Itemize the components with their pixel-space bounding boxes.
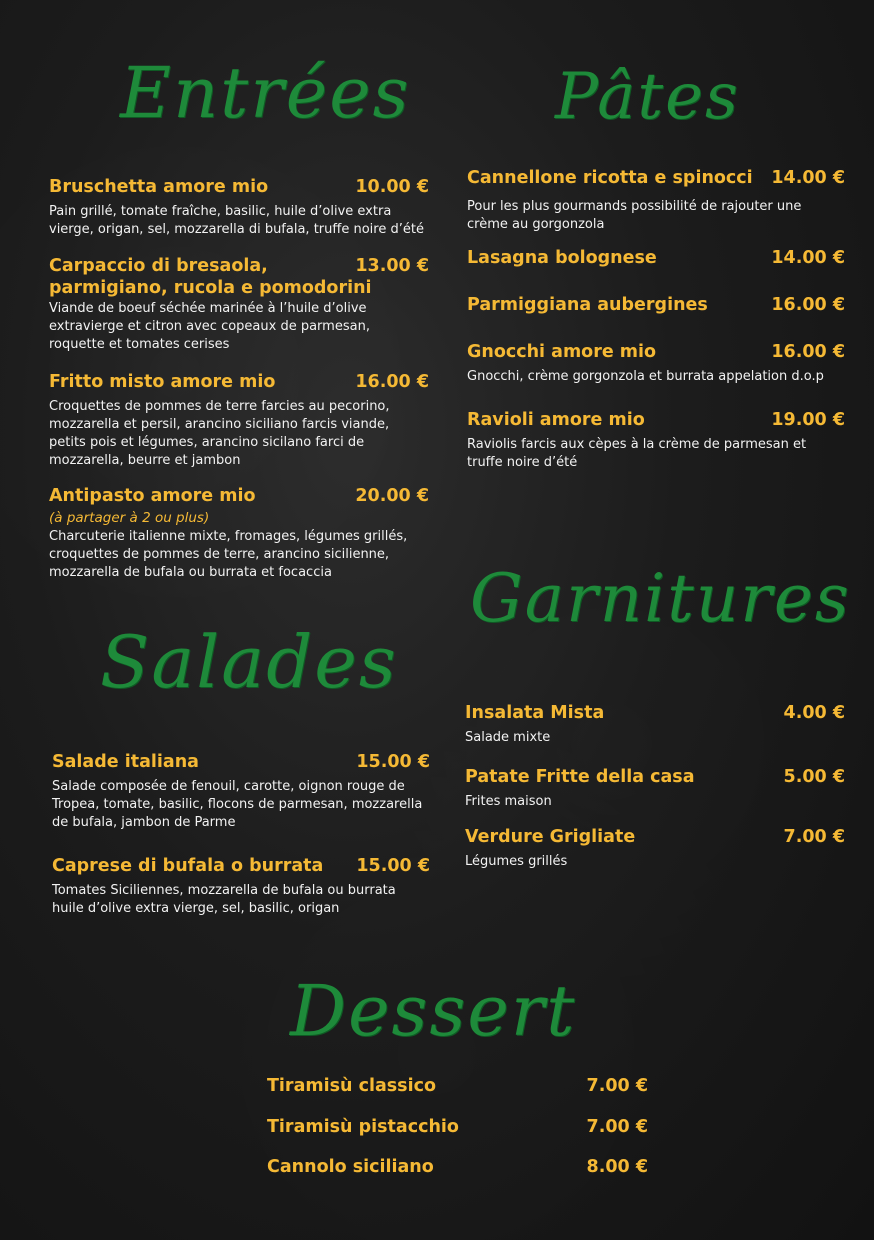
item-description: Tomates Siciliennes, mozzarella de bufala ou burrata huile d’olive extra vierge, sel, basilic, origan [52,883,396,916]
item-price: 14.00 € [771,168,845,188]
menu-item-lasagna [467,248,845,272]
item-price: 13.00 € [355,256,429,276]
item-name: Parmiggiana aubergines [467,295,708,315]
menu-item-verdure-grigliate [465,827,845,871]
item-price: 19.00 € [771,410,845,430]
menu-item-cannolo [267,1157,648,1181]
item-description: Croquettes de pommes de terre farcies au pecorino, mozzarella et persil, arancino siciliano farcis viande, petits pois et légumes, arancino sicilano farci de mozzarella, beurre et jambon [49,399,390,468]
heading-salades: Salades [100,620,398,704]
item-description: Salade mixte [465,730,551,745]
menu-item-tiramisu-pistacchio [267,1117,648,1141]
item-price: 16.00 € [771,295,845,315]
item-name: Tiramisù pistacchio [267,1117,459,1137]
item-price: 14.00 € [771,248,845,268]
item-name: Antipasto amore mio [49,486,256,506]
menu-item-carpaccio [49,256,429,354]
menu-item-parmiggiana [467,295,845,319]
menu-item-insalata-mista [465,703,845,747]
item-name: Verdure Grigliate [465,827,636,847]
item-description: Frites maison [465,794,552,809]
item-description: Raviolis farcis aux cèpes à la crème de parmesan et truffe noire d’été [467,437,807,470]
heading-dessert: Dessert [290,970,577,1052]
item-price: 5.00 € [783,767,845,787]
heading-garnitures: Garnitures [470,560,851,637]
item-name: Gnocchi amore mio [467,342,657,362]
menu-item-tiramisu-classico [267,1076,648,1100]
menu-item-caprese [52,856,430,918]
item-price: 20.00 € [355,486,429,506]
heading-entrees: Entrées [120,52,411,134]
item-name: Cannolo siciliano [267,1157,434,1177]
item-price: 7.00 € [783,827,845,847]
item-price: 7.00 € [586,1076,648,1096]
item-name: Carpaccio di bresaola, [49,256,268,276]
menu-item-antipasto [49,486,429,582]
item-name: Cannellone ricotta e spinocci [467,168,753,188]
menu-item-patate-fritte [465,767,845,811]
item-name: Ravioli amore mio [467,410,645,430]
menu-item-ravioli [467,410,845,472]
item-price: 8.00 € [586,1157,648,1177]
item-name: Bruschetta amore mio [49,177,269,197]
item-description: Salade composée de fenouil, carotte, oignon rouge de Tropea, tomate, basilic, flocons de parmesan, mozzarella de bufala, jambon de Parme [52,779,423,830]
heading-pates: Pâtes [555,60,740,134]
item-price: 4.00 € [783,703,845,723]
menu-item-gnocchi [467,342,845,386]
item-name: Salade italiana [52,752,199,772]
item-description: Légumes grillés [465,854,568,869]
item-description: Gnocchi, crème gorgonzola et burrata appelation d.o.p [467,369,824,384]
item-price: 10.00 € [355,177,429,197]
item-name: Tiramisù classico [267,1076,436,1096]
item-name: Lasagna bolognese [467,248,657,268]
item-description: Pour les plus gourmands possibilité de rajouter une crème au gorgonzola [467,199,802,232]
menu-item-cannellone [467,168,845,234]
item-description: Charcuterie italienne mixte, fromages, légumes grillés, croquettes de pommes de terre, arancino sicilienne, mozzarella de bufala ou burrata et focaccia [49,529,408,580]
item-name: Insalata Mista [465,703,605,723]
item-note: (à partager à 2 ou plus) [49,510,210,526]
item-name: Fritto misto amore mio [49,372,276,392]
item-price: 16.00 € [771,342,845,362]
item-name-line2: parmigiano, rucola e pomodorini [49,278,372,298]
menu-item-fritto-misto [49,372,429,470]
item-description: Viande de boeuf séchée marinée à l’huile d’olive extravierge et citron avec copeaux de parmesan, roquette et tomates cerises [49,301,370,352]
item-name: Patate Fritte della casa [465,767,695,787]
item-price: 15.00 € [356,856,430,876]
item-price: 15.00 € [356,752,430,772]
menu-item-bruschetta [49,177,429,239]
item-name: Caprese di bufala o burrata [52,856,324,876]
item-price: 7.00 € [586,1117,648,1137]
item-price: 16.00 € [355,372,429,392]
item-description: Pain grillé, tomate fraîche, basilic, huile d’olive extra vierge, origan, sel, mozzarella di bufala, truffe noire d’été [49,204,424,237]
menu-item-salade-italiana [52,752,430,832]
